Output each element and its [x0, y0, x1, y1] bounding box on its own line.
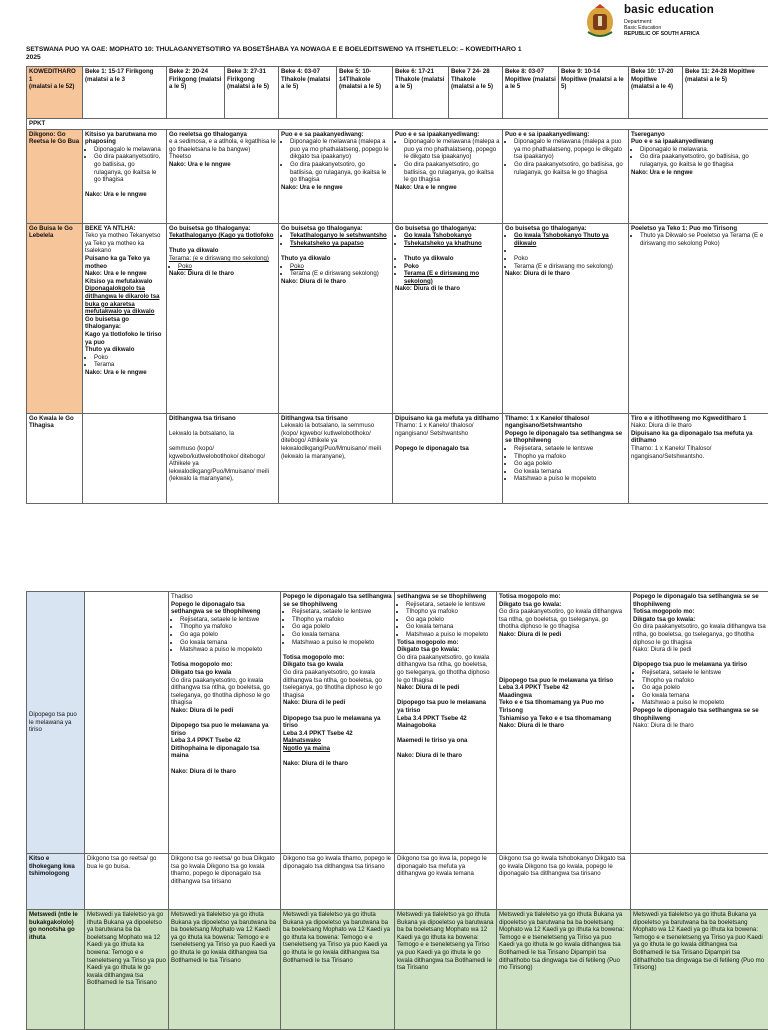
week-cell: Dipuisano ka ga mefuta ya ditlhamo Tlhamo: 1 x Kanelo/ tlhaloso/ ngangisano/ Setshwantsho Popego le diponagalo tsa	[393, 413, 503, 503]
brand-name: basic education	[624, 4, 714, 16]
week-cell: Totisa mogopolo mo: Dikgato tsa go kwala: Go dira paakanyetsotiro, go kwala ditlhangwa tsa ntlha, go boeletsa, go tseleganya, go tlhotlha diphoso le go tlhagisa Nako: Diura di le pedi Dipopego tsa puo le melawana ya tiriso Leba 3.4 PPKT Tsebe 42 Maadingwa Teko e e tsa tlhomamang ya Puo mo Tirisong Tshiamiso ya Teko e e tsa tlhomamang Nako: Diura di le tharo	[497, 592, 631, 854]
skill-label: Go Kwala le Go Tlhagisa	[27, 413, 83, 503]
resources-row	[27, 910, 768, 1030]
schedule-table-bottom	[26, 591, 768, 1030]
week-cell: Metswedi ya tlaleletso ya go ithuta Bukana ya dipoeletso ya barutwana ba ba boeletsang Mophato wa 12 Kaedi ya go ithuta ka bowena: Temogo e e tseneletseng ya Tiriso ya puo Kaedi ya go ithuta le go kwala ditlhangwa tsa Botlhamedi le tsa Tirisano	[395, 910, 497, 1030]
week-cell: Dikgono tsa go kwa la, popego le diponagalo tsa mefuta ya ditlhangwa go kwala temana	[395, 854, 497, 910]
dept-line: Basic Education	[624, 26, 700, 32]
week-header: Beke 5: 10-14Tlhakole (malatsi a le 5)	[337, 67, 393, 119]
week-cell: Go buisetsa go tlhaloganya: • Tekatlhaloganyo le setshwantsho • Tshekatsheko ya papatso Thuto ya dikwalo • Poko • Terama (E e diriswang sekolong) Nako: Diura di le tharo	[279, 223, 393, 413]
week-cell: Metswedi ya tlaleletso ya go ithuta Bukana ya dipoeletso ya barutwana ba ba boeletsang Mophato wa 12 Kaedi ya go ithuta ka bowena: Temogo e e tseneletseng ya Tiriso ya puo Kaedi ya go ithuta le go kwala ditlhangwa tsa Botlhamedi le tsa Tirisano	[281, 910, 395, 1030]
title-year: 2025	[26, 54, 586, 62]
week-cell: Go buisetsa go tlhaloganya: • Go kwala Tshobokanyo • Tshekatsheko ya khathuno • Thuto ya dikwalo • Poko • Terama (E e diriswang mo sekolong) Nako: Diura di le tharo	[393, 223, 503, 413]
week-cell	[85, 592, 169, 854]
reading-row	[27, 223, 768, 413]
dbe-logo	[580, 2, 768, 42]
week-header: Beke 3: 27-31 Firikgong (malatsi a le 5)	[225, 67, 279, 119]
week-cell: Puo e e sa ipaakanyediwang: • Diponagalo le melawana (malepa a puo ya mo phathalatseng, popego le dikgato tsa ipaakanyo) • Go dira paakanyetsotiro, go batlisisa, go rulaganya, go ikaitsa le go tlhagisa Nako: Ura e le nngwe	[393, 129, 503, 223]
dept-line: REPUBLIC OF SOUTH AFRICA	[624, 32, 700, 38]
week-header: Beke 7 24- 28 Tlhakole (malatsi a le 5)	[449, 67, 503, 119]
week-cell: Thadiso Popego le diponagalo tsa setlhangwa se se tlhophilweng • Rejisetara, setaele le lentswe • Tlhopho ya mafoko • Go aga polelo • Go kwala temana • Matshwao a puiso le mopeleto Totisa mogopolo mo: Dikgato tsa go kwala Go dira paakanyetsotiro, go kwala ditlhangwa tsa ntlha, go boeletsa, go tseleganya, go tlhotlha diphoso le go tlhagisa Nako: Diura di le pedi Dipopego tsa puo le melawana ya tiriso Leba 3.4 PPKT Tsebe 42 Ditlhophaina le diponagalo tsa maina Nako: Diura di le tharo	[169, 592, 281, 854]
week-cell: Metswedi ya tlaleletso ya go ithuta Bukana ya dipoeletso ya barutwana ba ba boeletsang Mophato wa 12 Kaedi ya go ithuta ka bowena: Temogo e e tseneletseng ya Tiriso ya puo Kaedi ya go ithuta le go kwala ditlhangwa tsa Botlhamedi le tsa Tirisano	[169, 910, 281, 1030]
week-header: Beke 1: 15-17 Firikgong (malatsi a le 3	[83, 67, 167, 119]
week-header: Beke 4: 03-07 Tlhakole (malatsi a le 5)	[279, 67, 337, 119]
skill-label: Kitso e tlhokegang kwa tshimologong	[27, 854, 85, 910]
title-line: SETSWANA PUO YA OAE: MOPHATO 10: THULAGANYETSOTIRO YA BOSETŠHABA YA NOWAGA E E BOELEDITSWENO YA ITSHETLELO: – KOWEDITHARO 1	[26, 46, 586, 54]
week-cell: Tiro e e itlhotlhweng mo Kgweditlharo 1 Nako: Diura di le tharo Dipuisano ka ga diponagalo tsa mefuta ya ditlhamo Tlhamo: 1 x Kanelo/ Tlhaloso/ ngangisano/Setshwantsho.	[629, 413, 768, 503]
week-cell: Puo e e sa paakanyediwang: • Diponagalo le melawana (malepa a puo ya mo phathalatseng, popego le dikgato tsa ipaakanyo) • Go dira paakanyetsotiro, go batlisisa, go rulaganya, go ikaitsa le go tlhagisa Nako: Ura e le nngwe	[279, 129, 393, 223]
week-cell: Metswedi ya tlaleletso ya go ithuta Bukana ya dipoeletso ya barutwana ba ba boeletsang Mophato wa 12 Kaedi ya go ithuta ka bowena: Temogo e e tseneletseng ya Tiriso ya puo Kaedi ya go ithuta le go kwala ditlhangwa tsa Botlhamedi le tsa Tirisano Dipampiri tsa ditlhatlhobo tsa dingwaga tse di fetileng (Puo mo Tirisong)	[497, 910, 631, 1030]
week-cell: Dikgono tsa go kwala tlhamo, popego le diponagalo tsa ditlhangwa tsa tirisano	[281, 854, 395, 910]
week-cell: Ditlhangwa tsa tirisano Lekwalo la botsalano, la semmuso (kopo/ kgwebo/kutlwelobotlhoko/ ditebogo/ Athikele ya lekwalodikgang/Puo/Mmuisano/ meili (lekwalo la maranyane),	[167, 413, 279, 503]
week-cell	[631, 854, 768, 910]
skill-label: Dikgono: Go Reetsa le Go Bua	[27, 129, 83, 223]
week-header-row	[27, 67, 768, 119]
week-cell: Popego le diponagalo tsa setlhangwa se se tlhophilweng Totisa mogopolo mo: Dikgato tsa go kwala: Go dira paakanyetsotiro, go kwala ditlhangwa tsa ntlha, go boeletsa, go tseleganya, go tlhotlha diphoso le go tlhagisa Nako: Diura di le pedi Dipopego tsa puo le melawana ya tiriso • Rejisetara, setaele le lentswe • Tlhopho ya mafoko • Go aga polelo • Go kwala temana • Matshwao a puiso le mopeleto Popego le diponagalo tsa setlhangwa se se tlhophilweng Nako: Diura di le tharo	[631, 592, 768, 854]
document-title	[26, 46, 586, 62]
week-header: Beke 8: 03-07 Mopitlwe (malatsi a le 5	[503, 67, 559, 119]
week-header: Beke 10: 17-20 Mopitlwe (malatsi a le 4)	[629, 67, 683, 119]
week-header: Beke 2: 20-24 Firikgong (malatsi a le 5)	[167, 67, 225, 119]
prior-knowledge-row	[27, 854, 768, 910]
week-cell: Dikgono tsa go reetsa/ go bua Dikgato tsa go kwala Dikgono tsa go kwala tlhamo, popego le diponagalo tsa ditlhangwa tsa tirisano	[169, 854, 281, 910]
skill-label: Dipopego tsa puo le melawana ya tiriso	[27, 592, 85, 854]
term-header-cell: KOWEDITHARO 1 (malatsi a le 52)	[27, 67, 83, 119]
week-header: Beke 9: 10-14 Mopitlwe (malatsi a le 5)	[559, 67, 629, 119]
coat-of-arms-icon	[580, 2, 620, 40]
ppkt-row: PPKT	[27, 119, 768, 130]
week-header: Beke 11: 24-28 Mopitlwe (malatsi a le 5)	[683, 67, 768, 119]
listening-row	[27, 129, 768, 223]
week-cell: Puo e e sa ipaakanyediwang: • Diponagalo le melawana (malepa a puo ya mo phathalatseng, popego le dikgato tsa ipaakanyo) • Go dira paakanyetsotiro, go batlisisa, go rulaganya, go ikaitsa le go tlhagisa	[503, 129, 629, 223]
week-header: Beke 6: 17-21 Tlhakole (malatsi a le 5)	[393, 67, 449, 119]
department-lines	[624, 20, 700, 37]
week-cell	[83, 413, 167, 503]
week-cell: Ditlhangwa tsa tirisano Lekwalo la botsalano, la semmuso (kopo/ kgwebo/ kutlwelobotlhoko/ ditebogo/ Athikele ya lekwalodikgang/Puo/Mmuisano/ meili (lekwalo la maranyane),	[279, 413, 393, 503]
week-cell: BEKE YA NTLHA: Teko ya motheo Tekanyetso ya Teko ya motheo ka tsalekano Puisano ka ga Teko ya motheo Nako: Ura e le nngwe Kitsiso ya mefutakwalo Diponagalokgolo tsa ditlhangwa le dikarolo tsa buka go akaretsa mefutakwalo ya dikwalo Go buisetsa go tlhaloganya: Kago ya tlotlofoko le tiriso ya puo Thuto ya dikwalo • Poko • Terama Nako: Ura e le nngwe	[83, 223, 167, 413]
week-cell: Tsereganyo Puo e e sa ipaakanyediwang • Diponagalo le melawana. • Go dira paakanyetsotiro, go batlisisa, go rulaganya, go ikaitsa le go tlhagisa Nako: Ura e le nngwe	[629, 129, 768, 223]
week-cell: Go buisetsa go tlhaloganya: • Go kwala Tshobokanyo Thuto ya dikwalo • • Poko • Terama (E e diriswang mo sekolong) Nako: Diura di le tharo	[503, 223, 629, 413]
dept-line: Department:	[624, 20, 700, 26]
skill-label: Metswedi (ntle le bukakgakololo) go nonotsha go ithuta	[27, 910, 85, 1030]
week-cell: Metswedi ya tlaleletso ya go ithuta Bukana ya dipoeletso ya barutwana ba ba boeletsang Mophato wa 12 Kaedi ya go ithuta ka bowena: Temogo e e tseneletseng ya Tiriso ya puo Kaedi ya go ithuta le go kwala ditlhangwa tsa Botlhamedi le tsa Tirisano Dipampiri tsa ditlhatlhobo tsa dingwaga tse di fetileng (Puo mo Tirisong)	[631, 910, 768, 1030]
week-cell: Tlhamo: 1 x Kanelo/ tlhaloso/ ngangisano/Setshwantsho Popego le diponagalo tsa setlhangwa se se tlhophilweng • Rejisetara, setaele le lentswe • Tlhopho ya mafoko • Go aga polelo • Go kwala temana • Matshwao a puiso le mopeleto	[503, 413, 629, 503]
schedule-table-top	[26, 66, 768, 504]
week-cell: setlhangwa se se tlhophilweng • Rejisetara, setaele le lentswe • Tlhopho ya mafoko • Go aga polelo • Go kwala temana • Matshwao a puiso le mopeleto Totisa mogopolo mo: Dikgato tsa go kwala: Go dira paakanyetsotiro, go kwala ditlhangwa tsa ntlha, go boeletsa, go tseleganya, go tlhotlha diphoso le go tlhagisa Nako: Diura di le pedi Dipopego tsa puo le melawana ya tiriso Leba 3.4 PPKT Tsebe 42 Mainagoboka Maemedi le tiriso ya ona Nako: Diura di le tharo	[395, 592, 497, 854]
grammar-row	[27, 592, 768, 854]
writing-row	[27, 413, 768, 503]
week-cell: Metswedi ya tlaleletso ya go ithuta Bukana ya dipoeletso ya barutwana ba ba boeletsang Mophato wa 12 Kaedi ya go ithuta ka bowena: Temogo e e tseneletseng ya Tiriso ya puo Kaedi ya go ithuta le go kwala ditlhangwa tsa Botlhamedi le tsa Tirisano	[85, 910, 169, 1030]
week-cell: Kitsiso ya barutwana mo phaposing • Diponagalo le melawana • Go dira paakanyetsotiro, go batlisisa, go rulaganya, go ikaitsa le go tlhagisa Nako: Ura e le nngwe	[83, 129, 167, 223]
week-cell: Poeletso ya Teko 1: Puo mo Tirisong • Thuto ya Dikwalo se Poeletso ya Terama (E e diriswang mo sekolong Poko)	[629, 223, 768, 413]
skill-label: Go Buisa le Go Lebelela	[27, 223, 83, 413]
week-cell: Popego le diponagalo tsa setlhangwa se se tlhophilweng • Rejisetara, setaele le lentswe • Tlhopho ya mafoko • Go aga polelo • Go kwala temana • Matshwao a puiso le mopeleto Totisa mogopolo mo: Dikgato tsa go kwala Go dira paakanyetsotiro, go kwala ditlhangwa tsa ntlha, go boeletsa, go tseleganya, go tlhotlha diphoso le go tlhagisa Nako: Diura di le pedi Dipopego tsa puo le melawana ya tiriso Leba 3.4 PPKT Tsebe 42 Malnatswako Ngotlo ya maina Nako: Diura di le tharo	[281, 592, 395, 854]
week-cell: Dikgono tsa go reetsa/ go bua le go buisa.	[85, 854, 169, 910]
week-cell: Go reeletsa go tlhaloganya e a sedimosa, e a atlhola, e kgatlhisa le go tlhaeletsana le ba bangwe) Theetso Nako: Ura e le nngwe	[167, 129, 279, 223]
week-cell: Go buisetsa go tlhaloganya: Tekatlhaloganyo (Kago ya tlotlofoko Thuto ya dikwalo Terama: (e e diriswang mo sekolong) • Poko Nako: Diura di le tharo	[167, 223, 279, 413]
week-cell: Dikgono tsa go kwala tshobokanyo Dikgato tsa go kwala Dikgono tsa go kwala, popego le diponagalo tsa ditlhangwa tsa tirisano	[497, 854, 631, 910]
